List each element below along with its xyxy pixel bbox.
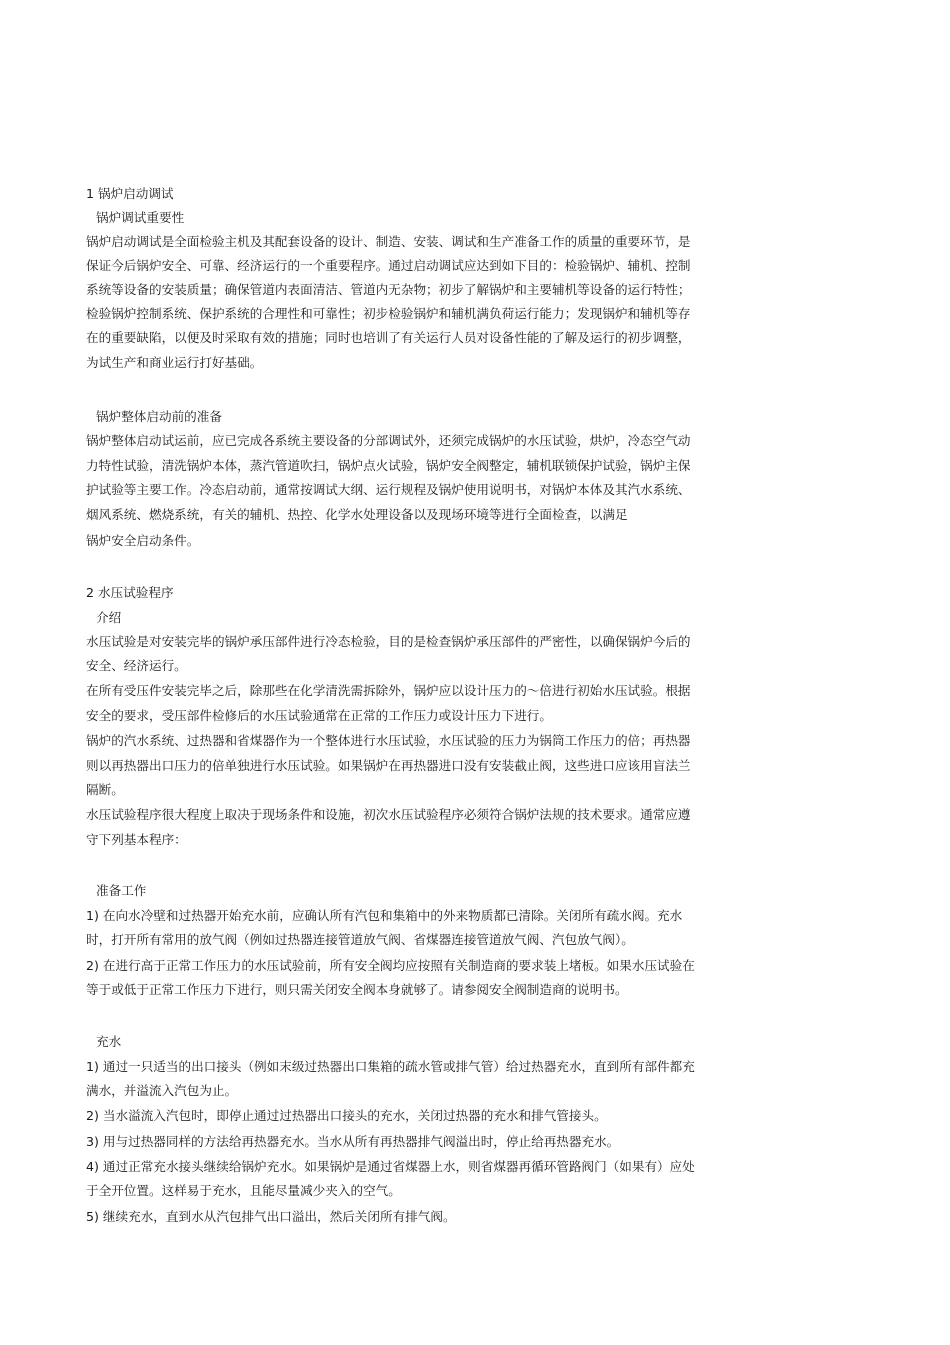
paragraph-line: 护试验等主要工作。冷态启动前，通常按调试大纲、运行规程及锅炉使用说明书，对锅炉本体及其汽水系统、 — [86, 482, 691, 497]
paragraph-line: 检验锅炉控制系统、保护系统的合理性和可靠性；初步检验锅炉和辅机满负荷运行能力；发现锅炉和辅机等存 — [86, 306, 691, 321]
paragraph-line: 守下列基本程序： — [86, 832, 187, 847]
paragraph-line: 安全的要求，受压部件检修后的水压试验通常在正常的工作压力或设计压力下进行。 — [86, 708, 552, 723]
paragraph-line: 保证今后锅炉安全、可靠、经济运行的一个重要程序。通过启动调试应达到如下目的：检验锅炉、辅机、控制 — [86, 258, 691, 273]
list-item-line: 2) 在进行高于正常工作压力的水压试验前，所有安全阀均应按照有关制造商的要求装上堵板。如果水压试验在 — [86, 958, 695, 973]
paragraph-line: 隔断。 — [86, 782, 124, 797]
paragraph-line: 水压试验是对安装完毕的锅炉承压部件进行冷态检验，目的是检查锅炉承压部件的严密性，以确保锅炉今后的 — [86, 634, 691, 649]
subsection-filling-title: 充水 — [96, 1034, 122, 1049]
subsection-boiler-commissioning-importance-title: 锅炉调试重要性 — [96, 210, 185, 225]
paragraph-line: 则以再热器出口压力的倍单独进行水压试验。如果锅炉在再热器进口没有安装截止阀，这些进口应该用盲法兰 — [86, 758, 691, 773]
paragraph-line: 安全、经济运行。 — [86, 658, 187, 673]
list-item-line: 5) 继续充水，直到水从汽包排气出口溢出，然后关闭所有排气阀。 — [86, 1209, 456, 1224]
paragraph-line: 锅炉的汽水系统、过热器和省煤器作为一个整体进行水压试验，水压试验的压力为锅筒工作压力的倍；再热器 — [86, 733, 691, 748]
section-2-heading: 2 水压试验程序 — [86, 585, 174, 600]
paragraph-line: 为试生产和商业运行打好基础。 — [86, 355, 263, 370]
paragraph-line: 在的重要缺陷，以便及时采取有效的措施；同时也培训了有关运行人员对设备性能的了解及运行的初步调整， — [86, 330, 691, 345]
section-1-heading: 1 锅炉启动调试 — [86, 186, 174, 201]
paragraph-line: 锅炉安全启动条件。 — [86, 533, 200, 548]
list-item-line: 1) 通过一只适当的出口接头（例如末级过热器出口集箱的疏水管或排气管）给过热器充水，直到所有部件都充 — [86, 1059, 695, 1074]
subsection-preparation-title: 准备工作 — [96, 883, 147, 898]
list-item-line: 于全开位置。这样易于充水，且能尽量减少夹入的空气。 — [86, 1183, 401, 1198]
paragraph-line: 锅炉启动调试是全面检验主机及其配套设备的设计、制造、安装、调试和生产准备工作的质量的重要环节，是 — [86, 234, 691, 249]
paragraph-line: 力特性试验，清洗锅炉本体，蒸汽管道吹扫，锅炉点火试验，锅炉安全阀整定，辅机联锁保护试验，锅炉主保 — [86, 458, 691, 473]
list-item-line: 4) 通过正常充水接头继续给锅炉充水。如果锅炉是通过省煤器上水，则省煤器再循环管路阀门（如果有）应处 — [86, 1159, 695, 1174]
subsection-startup-preparation-title: 锅炉整体启动前的准备 — [96, 409, 222, 424]
list-item-line: 时，打开所有常用的放气阀（例如过热器连接管道放气阀、省煤器连接管道放气阀、汽包放气阀）。 — [86, 932, 634, 947]
list-item-line: 3) 用与过热器同样的方法给再热器充水。当水从所有再热器排气阀溢出时，停止给再热器充水。 — [86, 1134, 620, 1149]
list-item-line: 2) 当水溢流入汽包时，即停止通过过热器出口接头的充水，关闭过热器的充水和排气管接头。 — [86, 1108, 607, 1123]
paragraph-line: 锅炉整体启动试运前，应已完成各系统主要设备的分部调试外，还须完成锅炉的水压试验，烘炉，冷态空气动 — [86, 433, 691, 448]
list-item-line: 满水，并溢流入汽包为止。 — [86, 1083, 238, 1098]
subsection-intro-title: 介绍 — [96, 610, 122, 625]
paragraph-line: 烟风系统、燃烧系统，有关的辅机、热控、化学水处理设备以及现场环境等进行全面检查，以满足 — [86, 507, 628, 522]
paragraph-line: 在所有受压件安装完毕之后，除那些在化学清洗需拆除外，锅炉应以设计压力的～倍进行初始水压试验。根据 — [86, 683, 691, 698]
paragraph-line: 系统等设备的安装质量；确保管道内表面清洁、管道内无杂物；初步了解锅炉和主要辅机等设备的运行特性； — [86, 282, 691, 297]
list-item-line: 等于或低于正常工作压力下进行，则只需关闭安全阀本身就够了。请参阅安全阀制造商的说明书。 — [86, 982, 628, 997]
paragraph-line: 水压试验程序很大程度上取决于现场条件和设施，初次水压试验程序必须符合锅炉法规的技术要求。通常应遵 — [86, 807, 691, 822]
list-item-line: 1) 在向水冷壁和过热器开始充水前，应确认所有汽包和集箱中的外来物质都已清除。关闭所有疏水阀。充水 — [86, 908, 683, 923]
